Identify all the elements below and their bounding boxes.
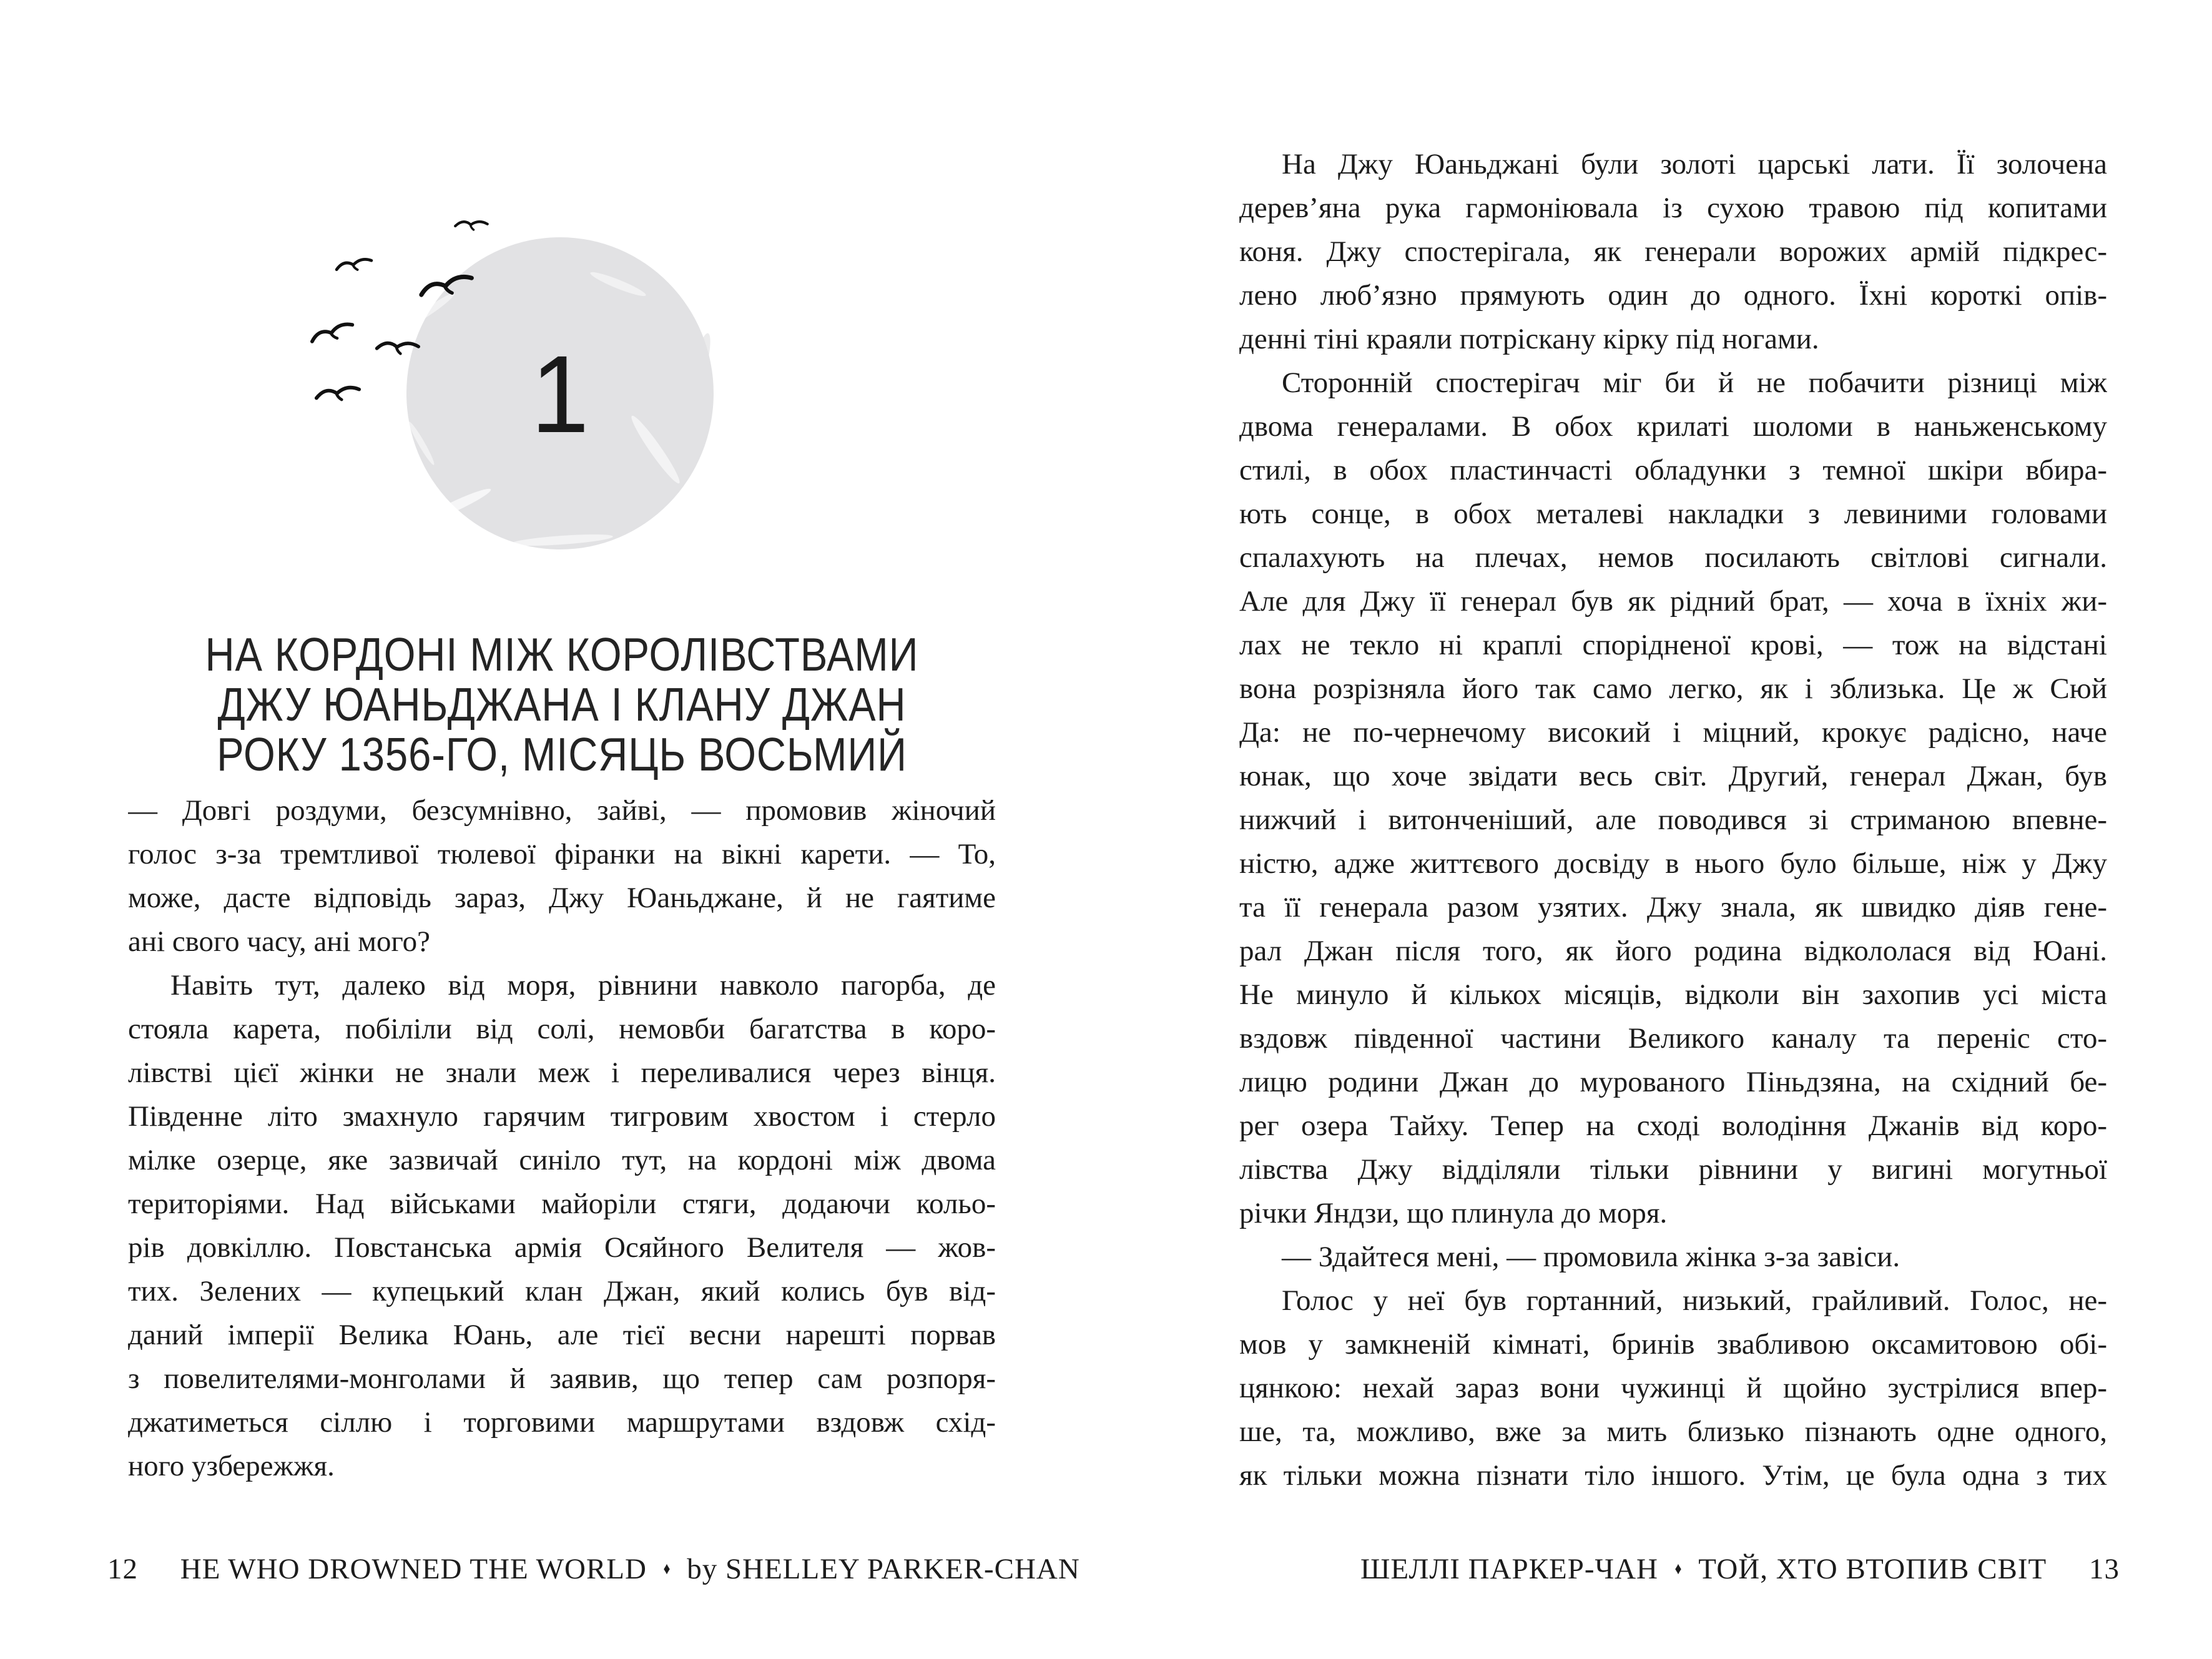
text-line: Південне літо змахнуло гарячим тигровим хвостом і стерло [128,1100,996,1133]
chapter-title-line: РОКУ 1356-ГО, МІСЯЦЬ ВОСЬМИЙ [217,728,907,780]
paragraph [1239,361,2107,1235]
page-number: 12 [107,1553,138,1585]
text-line: даний імперії Велика Юань, але тієї весни нарешті порвав [128,1319,996,1351]
text-line: дерев’яна рука гармоніювала із сухою травою під копитами [1239,192,2107,224]
text-line: з повелителями-монголами й заявив, що тепер сам розпоря- [128,1362,996,1395]
bird-icon [310,323,355,345]
text-line: стояла карета, побіліли від солі, немовби багатства в коро- [128,1013,996,1045]
text-line: територіями. Над військами майоріли стяги, додаючи кольо- [128,1188,996,1220]
text-line: мілке озерце, яке зазвичай синіло тут, на кордоні між двома [128,1144,996,1176]
text-line: лицю родини Джан до мурованого Піньдзяна, на східний бе- [1239,1066,2107,1098]
bird-icon [316,387,360,401]
text-line: лівстві цієї жінки не знали меж і переливалися через вінця. [128,1056,996,1089]
text-line: ані свого часу, ані мого? [128,925,430,958]
text-line: вздовж південної частини Великого каналу та переніс сто- [1239,1022,2107,1055]
running-title: HE WHO DROWNED THE WORLD [180,1553,647,1585]
text-line: рів довкіллю. Повстанська армія Осяйного Велителя — жов- [128,1231,996,1264]
text-line: вона розрізняла його так само легко, як і зблизька. Це ж Сюй [1239,672,2107,705]
text-line: як тільки можна пізнати тіло іншого. Утім, це була одна з тих [1239,1459,2107,1492]
paragraph [1239,142,2107,361]
text-line: рал Джан після того, як його родина відкололася від Юані. [1239,935,2107,967]
byline: by SHELLEY PARKER-CHAN [687,1553,1080,1585]
text-line: може, дасте відповідь зараз, Джу Юаньджане, й не гаятиме [128,882,996,914]
text-line: нижчий і витонченіший, але поводився зі стриманою впевне- [1239,804,2107,836]
paragraph [1239,1279,2107,1497]
left-page-footer [107,1552,1080,1586]
text-line: Да: не по-чернечому високий і міцний, крокує радісно, наче [1239,716,2107,749]
text-line: — Довгі роздуми, безсумнівно, зайві, — промовив жіночий [128,794,996,827]
right-page-footer [1360,1552,2120,1586]
text-line: ністю, адже життєвого досвіду в нього було більше, ніж у Джу [1239,847,2107,880]
diamond-icon: ♦ [663,1559,671,1578]
chapter-title-line: НА КОРДОНІ МІЖ КОРОЛІВСТВАМИ [205,628,919,681]
text-line: юнак, що хоче звідати весь світ. Другий, генерал Джан, був [1239,760,2107,792]
text-line: лено люб’язно прямують один до одного. Їхні короткі опів- [1239,279,2107,312]
text-line: Сторонній спостерігач міг би й не побачити різниці між [1282,367,2107,399]
chapter-number: 1 [531,333,589,456]
paragraph [128,963,996,1488]
left-page-body [128,789,996,1488]
text-line: мов у замкненій кімнаті, бринів звабливою оксамитовою обі- [1239,1328,2107,1361]
text-line: ють сонце, в обох металеві накладки з левиними головами [1239,498,2107,530]
text-line: спалахують на плечах, немов посилають світлові сигнали. [1239,541,2107,574]
text-line: стилі, в обох пластинчасті обладунки з темної шкіри вбира- [1239,454,2107,486]
text-line: ше, та, можливо, вже за мить близько пізнають одне одного, [1239,1415,2107,1448]
text-line: лівства Джу відділяли тільки рівнини у вигині могутньої [1239,1153,2107,1186]
text-line: — Здайтеся мені, — промовила жінка з-за завіси. [1282,1241,1900,1273]
text-line: та її генерала разом узятих. Джу знала, як швидко діяв гене- [1239,891,2107,923]
paragraph [1239,1235,2107,1279]
text-line: джатиметься сіллю і торговими маршрутами вздовж схід- [128,1406,996,1439]
text-line: двома генералами. В обох крилаті шоломи в наньженському [1239,410,2107,443]
text-line: цянкою: нехай зараз вони чужинці й щойно зустрілися впер- [1239,1372,2107,1404]
text-line: Не минуло й кількох місяців, відколи він захопив усі міста [1239,978,2107,1011]
author-name: ШЕЛЛІ ПАРКЕР-ЧАН [1360,1553,1658,1585]
paragraph [128,789,996,963]
text-line: На Джу Юаньджані були золоті царські лати. Її золочена [1282,148,2107,180]
text-line: лах не текло ні краплі спорідненої крові, — тож на відстані [1239,629,2107,661]
text-line: Навіть тут, далеко від моря, рівнини навколо пагорба, де [170,969,996,1002]
text-line: тих. Зелених — купецький клан Джан, який колись був від- [128,1275,996,1307]
chapter-title [128,629,996,779]
diamond-icon: ♦ [1674,1559,1683,1578]
text-line: річки Яндзи, що плинула до моря. [1239,1197,1668,1229]
text-line: денні тіні краяли потріскану кірку під ногами. [1239,323,1819,355]
text-line: Але для Джу її генерал був як рідний брат, — хоча в їхніх жи- [1239,585,2107,618]
text-line: рег озера Тайху. Тепер на сході володіння Джанів від коро- [1239,1110,2107,1142]
text-line: Голос у неї був гортанний, низький, грайливий. Голос, не- [1282,1284,2107,1317]
bird-icon [455,220,488,231]
page-number: 13 [2089,1553,2120,1585]
right-page-body [1239,142,2107,1497]
bird-icon [336,258,372,272]
running-title: ТОЙ, ХТО ВТОПИВ СВІТ [1698,1553,2047,1585]
chapter-title-line: ДЖУ ЮАНЬДЖАНА І КЛАНУ ДЖАН [217,678,907,731]
text-line: голос з-за тремтливої тюлевої фіранки на вікні карети. — То, [128,838,996,870]
text-line: коня. Джу спостерігала, як генерали ворожих армій підкрес- [1239,235,2107,268]
text-line: ного узбережжя. [128,1450,335,1482]
